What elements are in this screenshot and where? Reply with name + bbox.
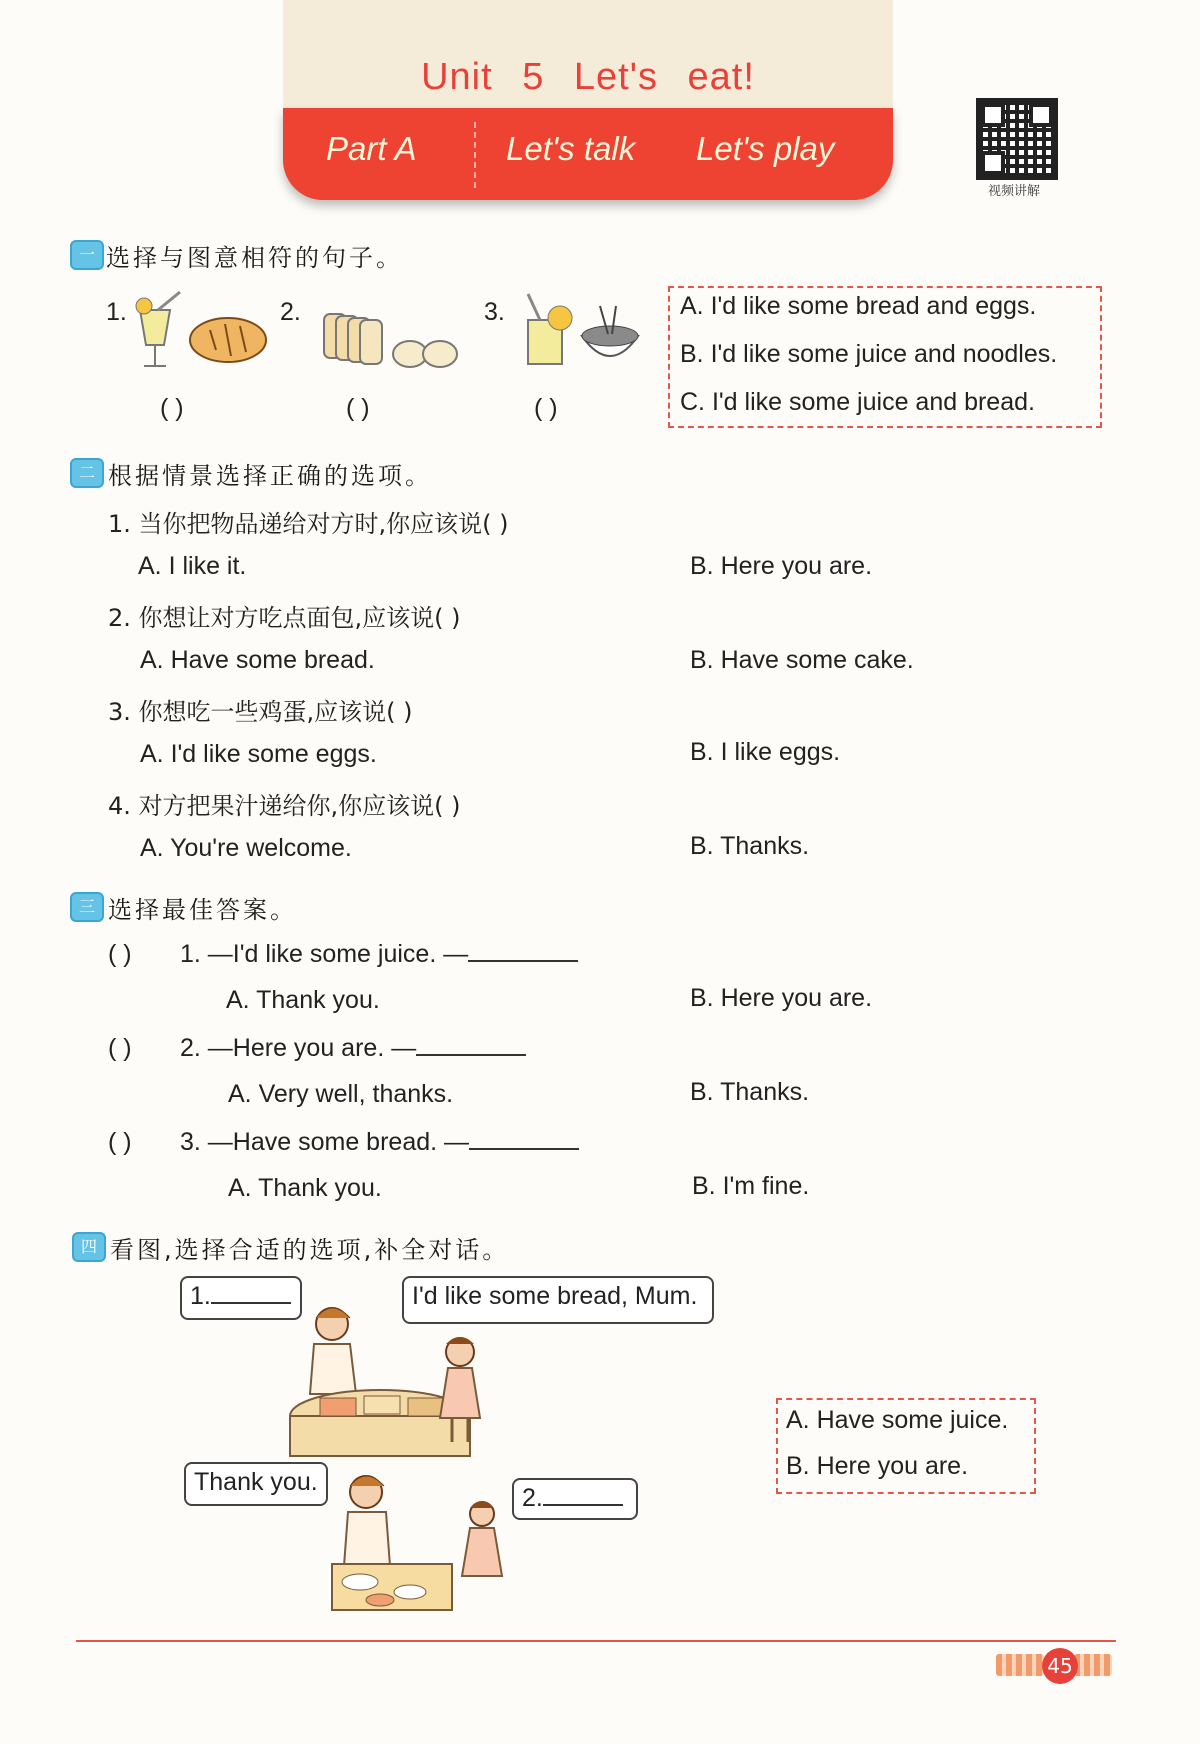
- girl-figure-icon: [430, 1330, 490, 1450]
- section-title-4: 看图,选择合适的选项,补全对话。: [110, 1236, 510, 1264]
- section-badge-4: 四: [72, 1232, 106, 1262]
- lets-play-label: Let's play: [696, 130, 835, 167]
- question-3-1-option-b: B. Here you are.: [690, 984, 873, 1012]
- juice-glass-icon: [136, 292, 180, 366]
- speech-bubble-4: 2.: [512, 1478, 638, 1520]
- option-a: A. I'd like some bread and eggs.: [680, 292, 1037, 320]
- page-number: 45: [1042, 1648, 1078, 1684]
- question-3-3-option-a: A. Thank you.: [228, 1174, 382, 1202]
- lets-talk-label: Let's talk: [506, 130, 636, 167]
- mother-figure-icon: [344, 1476, 390, 1566]
- speech-bubble-2: I'd like some bread, Mum.: [402, 1276, 714, 1324]
- option-4-a: A. Have some juice.: [786, 1406, 1009, 1434]
- mother-girl-dining-illustration: [320, 1466, 520, 1616]
- page-tab-left: [996, 1654, 1044, 1676]
- question-2-2: 2. 你想让对方吃点面包,应该说( ): [108, 604, 461, 632]
- juice-bread-picture: [130, 290, 270, 380]
- bread-loaf-icon: [190, 318, 266, 362]
- blank-4-2[interactable]: [543, 1504, 623, 1506]
- qr-code-icon[interactable]: [976, 98, 1058, 180]
- question-3-3-option-b: B. I'm fine.: [692, 1172, 810, 1200]
- answer-paren-2[interactable]: ( ): [346, 394, 370, 422]
- picture-number-1: 1.: [106, 298, 127, 326]
- noodle-bowl-icon: [582, 306, 638, 356]
- picture-number-2: 2.: [280, 298, 301, 326]
- question-2-2-option-a: A. Have some bread.: [140, 646, 375, 674]
- question-3-2-option-b: B. Thanks.: [690, 1078, 810, 1106]
- option-4-b: B. Here you are.: [786, 1452, 969, 1480]
- juice-noodles-picture: [520, 290, 650, 380]
- section-title-2: 根据情景选择正确的选项。: [108, 462, 432, 490]
- answer-paren-3-2[interactable]: ( ): [108, 1034, 132, 1062]
- question-2-4-option-a: A. You're welcome.: [140, 834, 352, 862]
- section-title-3: 选择最佳答案。: [108, 896, 297, 924]
- section-title-1: 选择与图意相符的句子。: [106, 244, 403, 272]
- section-badge-2: 二: [70, 458, 104, 488]
- option-c: C. I'd like some juice and bread.: [680, 388, 1035, 416]
- mother-figure-icon: [310, 1308, 356, 1394]
- option-b: B. I'd like some juice and noodles.: [680, 340, 1058, 368]
- speech-bubble-1: 1.: [180, 1276, 302, 1320]
- banner-divider: [474, 122, 476, 188]
- question-3-2-option-a: A. Very well, thanks.: [228, 1080, 454, 1108]
- question-2-4: 4. 对方把果汁递给你,你应该说( ): [108, 792, 461, 820]
- answer-paren-3[interactable]: ( ): [534, 394, 558, 422]
- footer-rule: [76, 1640, 1116, 1642]
- eggs-icon: [393, 341, 457, 367]
- sliced-bread-icon: [324, 314, 382, 364]
- speech-bubble-3: Thank you.: [184, 1462, 328, 1506]
- picture-number-3: 3.: [484, 298, 505, 326]
- question-2-1-option-a: A. I like it.: [138, 552, 247, 580]
- part-label: Part A: [326, 130, 417, 167]
- question-2-4-option-b: B. Thanks.: [690, 832, 810, 860]
- juice-cup-icon: [528, 294, 572, 364]
- bread-eggs-picture: [320, 300, 460, 380]
- section-badge-1: 一: [70, 240, 104, 270]
- question-2-3-option-b: B. I like eggs.: [690, 738, 841, 766]
- blank-3-3[interactable]: [469, 1148, 579, 1150]
- question-2-1-option-b: B. Here you are.: [690, 552, 873, 580]
- answer-paren-3-1[interactable]: ( ): [108, 940, 132, 968]
- blank-3-2[interactable]: [416, 1054, 526, 1056]
- section-badge-3: 三: [70, 892, 104, 922]
- answer-paren-3-3[interactable]: ( ): [108, 1128, 132, 1156]
- qr-label: 视频讲解: [987, 184, 1040, 199]
- question-3-1: 1. —I'd like some juice. —: [180, 940, 578, 969]
- question-2-3-option-a: A. I'd like some eggs.: [140, 740, 377, 768]
- question-2-1: 1. 当你把物品递给对方时,你应该说( ): [108, 510, 509, 538]
- question-3-2: 2. —Here you are. —: [180, 1034, 526, 1063]
- question-2-3: 3. 你想吃一些鸡蛋,应该说( ): [108, 698, 413, 726]
- question-2-2-option-b: B. Have some cake.: [690, 646, 914, 674]
- question-3-3: 3. —Have some bread. —: [180, 1128, 579, 1157]
- answer-paren-1[interactable]: ( ): [160, 394, 184, 422]
- blank-3-1[interactable]: [468, 960, 578, 962]
- girl-figure-icon: [462, 1501, 502, 1576]
- unit-title: Unit 5 Let's eat!: [421, 56, 755, 98]
- question-3-1-option-a: A. Thank you.: [226, 986, 380, 1014]
- page-tab-right: [1074, 1654, 1112, 1676]
- dining-table-icon: [332, 1564, 452, 1610]
